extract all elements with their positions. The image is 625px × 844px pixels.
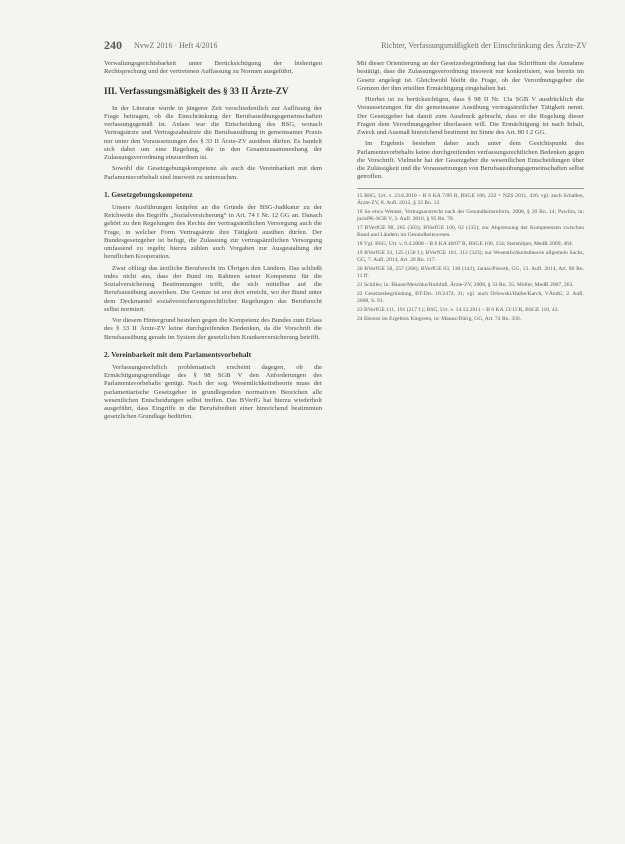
subsection-paragraph: Zwar obliegt das ärztliche Berufsrecht im Übrigen den Ländern. Das schließt indes nicht aus, dass der Bund im Rahmen seiner Kompetenz für die Sozialversicherung Bestimmungen trifft, die sich mittelbar auf die Berufsausübung auswirken. Die Grenze ist erst dort erreicht, wo der Bund unter dem Deckmantel sozialversicherungsrechtlicher Regelungen das Berufsrecht selbst normiert.: [104, 264, 322, 313]
section-paragraph: Sowohl die Gesetzgebungskompetenz als auch die Vereinbarkeit mit dem Parlamentsvorbehalt sind insoweit zu untersuchen.: [104, 165, 322, 181]
footnote: 15 BSG, Urt. v. 23.6.2010 – B 6 KA 7/09 R, BSGE 106, 222 = NZS 2011, 436; vgl. auch Schallen, Ärzte-ZV, 8. Aufl. 2012, § 33 Rn. 12.: [357, 192, 584, 206]
footnote: 23 BVerfGE 111, 191 (217 f.); BSG, Urt. v. 14.12.2011 – B 6 KA 13/11 R, BSGE 110, 43.: [357, 306, 559, 313]
section-heading: III. Verfassungsmäßigkeit des § 33 II Ärzte-ZV: [104, 85, 289, 96]
subsection-heading-parliament: 2. Vereinbarkeit mit dem Parlamentsvorbehalt: [104, 349, 252, 359]
subsection-paragraph: Unsere Ausführungen knüpfen an die Gründe der BSG-Judikatur zu der Reichweite des Begriffs „Sozialversicherung“ in Art. 74 I Nr. 12 GG an. Danach gehört zu den Regelungen des Rechts der vertragsärztlichen Versorgung auch die Frage, in welcher Form Vertragsärzte ihre Tätigkeit ausüben dürfen. Der Bundesgesetzgeber ist befugt, die Zulassung zur vertragsärztlichen Versorgung umfassend zu regeln; hierzu zählen auch Vorgaben zur Ausgestaltung der beruflichen Kooperation.: [104, 203, 322, 261]
section-paragraph: In der Literatur wurde in jüngerer Zeit verschiedentlich zur Auflösung der Frage beitragen, ob die Einschränkung der Berufsausübungsgemeinschaften verfassungsgemäß ist. Anlass war die Entscheidung des BSG, wonach Vertragsärzte und Vertragszahnärzte die Berufsausübung in gemeinsamer Praxis nur unter den Voraussetzungen des § 33 II Ärzte-ZV ausüben dürfen. Es handelt sich dabei um eine Regelung, die in den Gesamtzusammenhang der Zulassungsverordnung einzuordnen ist.: [104, 104, 322, 161]
footnote: 19 BVerfGE 33, 125 (158 f.); BVerfGE 101, 312 (323); zur Wesentlichkeitstheorie allgemein Sachs, GG, 7. Aufl. 2014, Art. 20 Rn. 117.: [357, 249, 584, 263]
body-paragraph: Im Ergebnis bestehen daher auch unter dem Gesichtspunkt des Parlamentsvorbehalts keine durchgreifenden verfassungsrechtlichen Bedenken gegen die Vorschrift. Vielmehr hat der Gesetzgeber die wesentlichen Entscheidungen über die Zulässigkeit und die Voraussetzungen von Berufsausübungsgemeinschaften selbst getroffen.: [357, 140, 584, 181]
intro-paragraph: Verwaltungsgerichtsbarkeit unter Berücksichtigung der bisherigen Rechtsprechung und der vertretenen Auffassung zu Normen ausgeführt.: [104, 60, 322, 76]
footnote: 22 Gesetzesbegründung, BT-Drs. 16/2474, 31; vgl. auch Orlowski/Halbe/Karch, VÄndG, 2. Aufl. 2008, S. 91.: [357, 290, 584, 304]
footnote: 18 Vgl. BSG, Urt. v. 9.4.2008 – B 6 KA 40/07 R, BSGE 100, 154; Steinhilper, MedR 2009, 464.: [357, 240, 574, 247]
left-column: [104, 60, 322, 425]
footnote: 20 BVerfGE 58, 257 (268); BVerfGE 83, 130 (142); Jarass/Pieroth, GG, 13. Aufl. 2014, Art. 80 Rn. 11 ff.: [357, 265, 584, 279]
footnotes: [357, 188, 584, 323]
header-left-title: NvwZ 2016 · Heft 4/2016: [134, 41, 218, 50]
subsection-heading-competence: 1. Gesetzgebungskompetenz: [104, 189, 193, 199]
footnote: 24 Ebenso im Ergebnis Kingreen, in: Maunz/Dürig, GG, Art. 74 Rn. 350.: [357, 315, 522, 322]
page-header: [104, 40, 587, 54]
right-column: [357, 60, 584, 325]
body-paragraph: Hierbei ist zu berücksichtigen, dass § 98 II Nr. 13a SGB V ausdrücklich die Voraussetzungen für die gemeinsame Ausübung vertragsärztlicher Tätigkeit nennt. Der Gesetzgeber hat damit zum Ausdruck gebracht, dass er die Regelung dieser Fragen dem Verordnungsgeber überlassen will. Die Ermächtigung ist nach Inhalt, Zweck und Ausmaß hinreichend bestimmt im Sinne des Art. 80 I 2 GG.: [357, 96, 584, 136]
header-right-title: Richter, Verfassungsmäßigkeit der Einschränkung des Ärzte-ZV: [381, 41, 587, 50]
body-paragraph: Mit dieser Orientierung an der Gesetzesbegründung hat das Schrifttum die Annahme bestätigt, dass die Zulassungsverordnung insoweit nur konkretisiert, was bereits im Gesetz angelegt ist. Gleichwohl bleibt die Frage, ob der Verordnungsgeber die Grenzen der ihm erteilten Ermächtigung eingehalten hat.: [357, 60, 584, 92]
subsection-paragraph: Verfassungsrechtlich problematisch erscheint dagegen, ob die Ermächtigungsgrundlage des § 98 SGB V den Anforderungen des Parlamentsvorbehalts genügt. Nach der sog. Wesentlichkeitstheorie muss der parlamentarische Gesetzgeber in grundlegenden normativen Bereichen alle wesentlichen Entscheidungen selbst treffen. Das BVerfG hat hierzu wiederholt ausgeführt, dass Eingriffe in die Berufsfreiheit einer hinreichend bestimmten gesetzlichen Grundlage bedürfen.: [104, 363, 322, 421]
page-number: 240: [104, 38, 122, 52]
footnote: 21 Schiller, in: Bäune/Meschke/Rothfuß, Ärzte-ZV, 2008, § 33 Rn. 35; Möller, MedR 2007, 263.: [357, 281, 574, 288]
subsection-paragraph: Vor diesem Hintergrund bestehen gegen die Kompetenz des Bundes zum Erlass des § 33 II Ärzte-ZV keine durchgreifenden Bedenken, da die Vorschrift die Berufsausübung gerade im System der gesetzlichen Krankenversicherung betrifft.: [104, 317, 322, 341]
footnote: 16 So etwa Wenner, Vertragsarztrecht nach der Gesundheitsreform, 2008, § 20 Rn. 14; Pawlita, in: jurisPK-SGB V, 3. Aufl. 2016, § 95 Rn. 78.: [357, 208, 584, 222]
footnote: 17 BVerfGE 98, 265 (303); BVerfGE 106, 62 (135); zur Abgrenzung der Kompetenzen zwischen Bund und Ländern im Gesundheitswesen.: [357, 224, 584, 238]
